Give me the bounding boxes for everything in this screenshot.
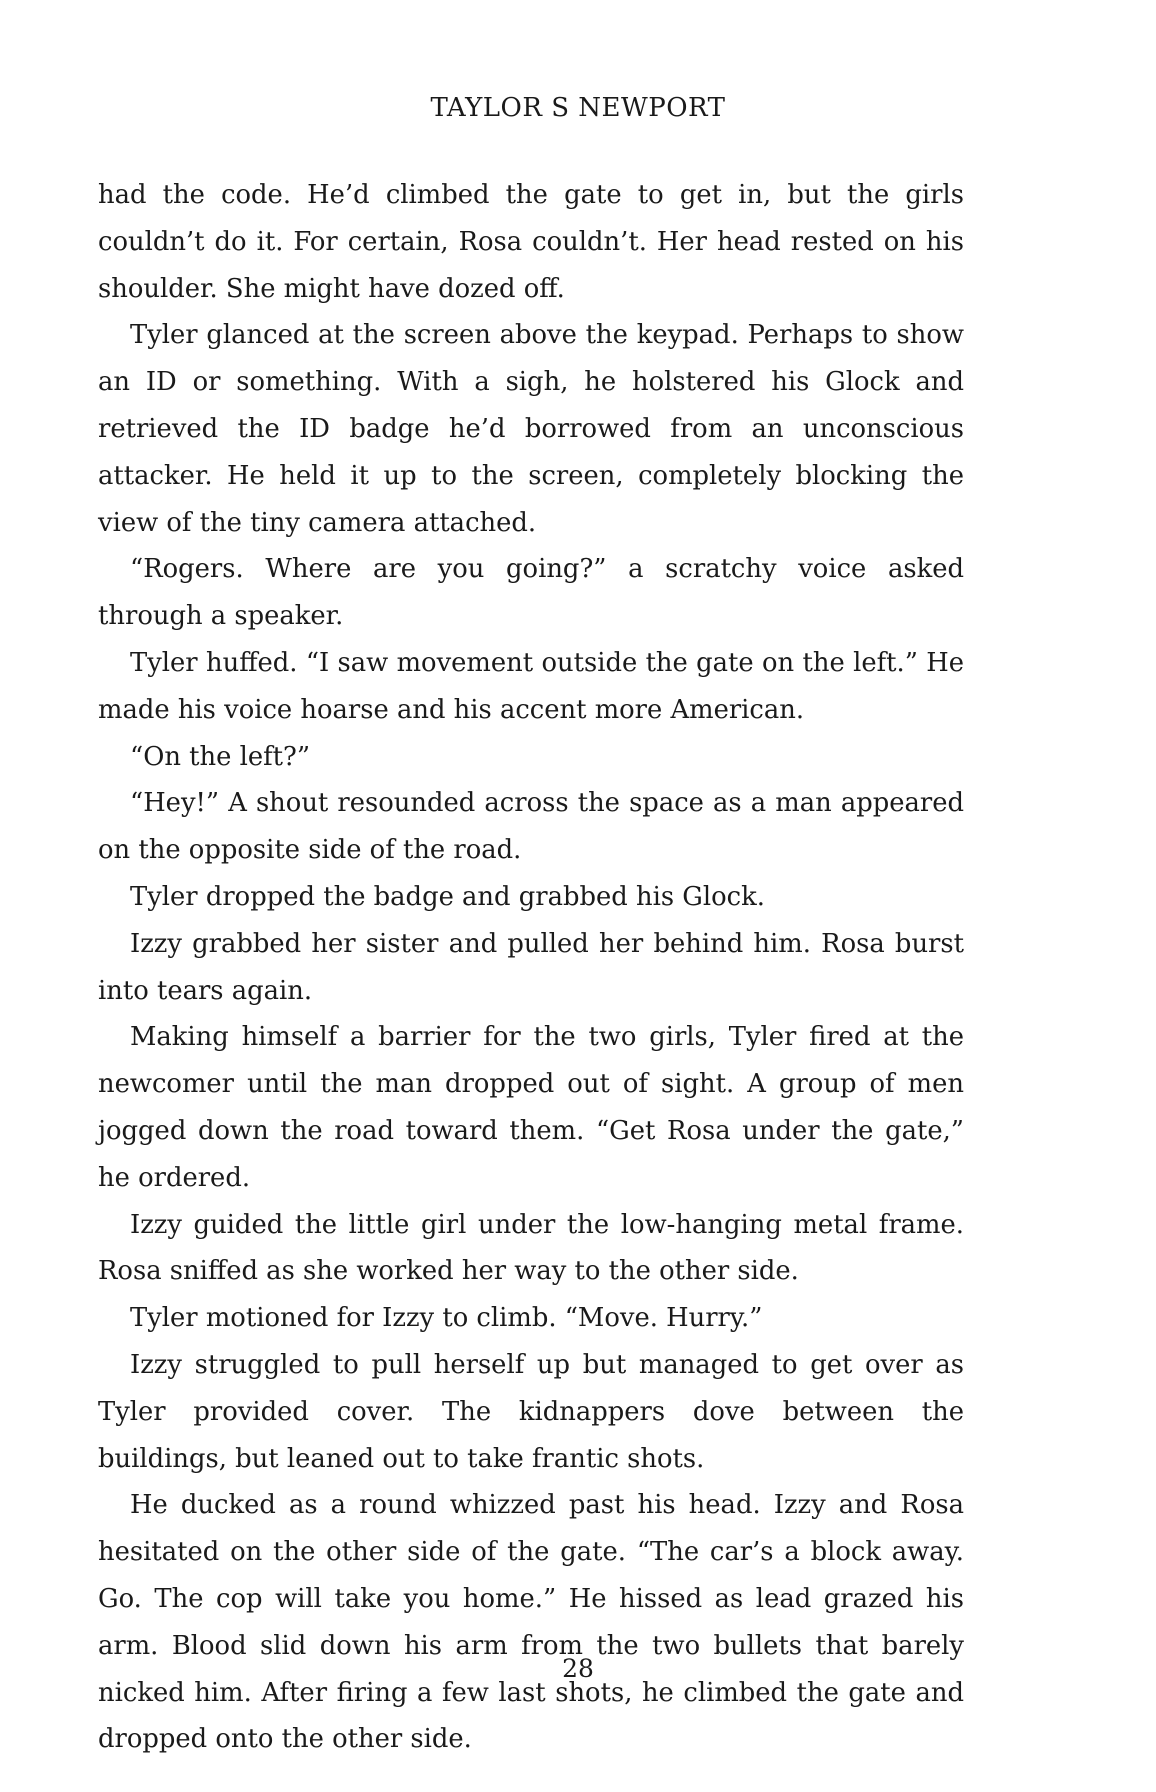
paragraph: Tyler motioned for Izzy to climb. “Move. Hurry.” xyxy=(130,1303,763,1334)
body-text xyxy=(98,172,964,1763)
paragraph: Izzy guided the little girl under the low-hanging metal frame. Rosa sniffed as she worked her way to the other side. xyxy=(98,1209,964,1287)
paragraph: “Rogers. Where are you going?” a scratchy voice asked through a speaker. xyxy=(98,554,964,632)
paragraph: Izzy grabbed her sister and pulled her behind him. Rosa burst into tears again. xyxy=(98,928,964,1006)
running-head: TAYLOR S NEWPORT xyxy=(430,93,726,123)
paragraph: “On the left?” xyxy=(130,741,311,772)
paragraph: “Hey!” A shout resounded across the space as a man appeared on the opposite side of the road. xyxy=(98,788,964,866)
paragraph: Izzy struggled to pull herself up but managed to get over as Tyler provided cover. The kidnappers dove between the buildings, but leaned out to take frantic shots. xyxy=(98,1349,964,1474)
paragraph: He ducked as a round whizzed past his head. Izzy and Rosa hesitated on the other side of the gate. “The car’s a block away. Go. The cop will take you home.” He hissed as lead grazed his arm. Blood slid down his arm from the two bullets that barely nicked him. After firing a few last shots, he climbed the gate and dropped onto the other side. xyxy=(98,1490,964,1755)
paragraph: Tyler dropped the badge and grabbed his Glock. xyxy=(130,881,765,912)
page-number: 28 xyxy=(562,1654,594,1683)
paragraph: Tyler huffed. “I saw movement outside the gate on the left.” He made his voice hoarse and his accent more American. xyxy=(98,647,964,725)
paragraph: Making himself a barrier for the two girls, Tyler fired at the newcomer until the man dropped out of sight. A group of men jogged down the road toward them. “Get Rosa under the gate,” he ordered. xyxy=(98,1022,964,1193)
paragraph: Tyler glanced at the screen above the keypad. Perhaps to show an ID or something. With a sigh, he holstered his Glock and retrieved the ID badge he’d borrowed from an unconscious attacker. He held it up to the screen, completely blocking the view of the tiny camera attached. xyxy=(98,320,964,538)
paragraph: had the code. He’d climbed the gate to get in, but the girls couldn’t do it. For certain, Rosa couldn’t. Her head rested on his shoulder. She might have dozed off. xyxy=(98,180,964,304)
